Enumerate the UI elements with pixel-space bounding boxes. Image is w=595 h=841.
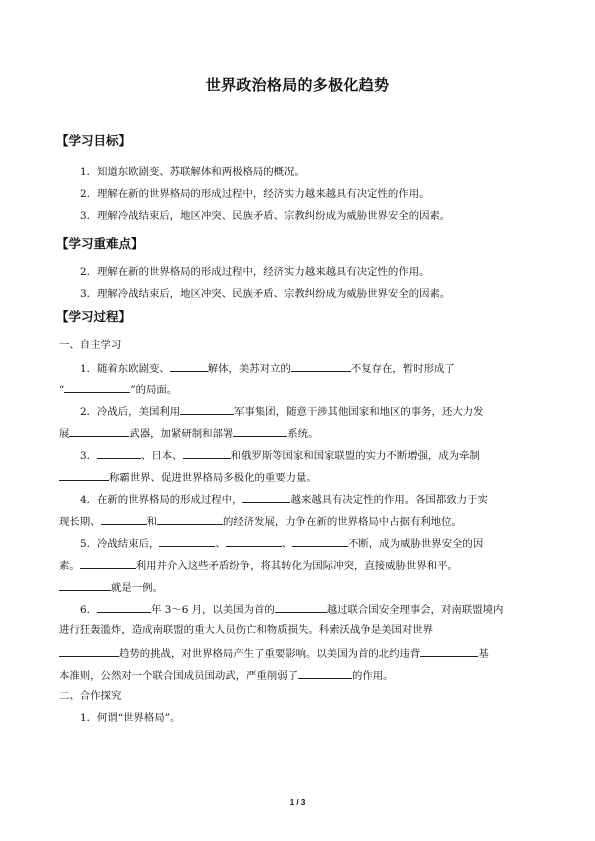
- blank[interactable]: [97, 447, 141, 459]
- question-4-line: 4．在新的世界格局的形成过程中， 越来越具有决定性的作用。各国都致力于实: [80, 491, 488, 507]
- blank[interactable]: [170, 360, 208, 372]
- blank[interactable]: [242, 491, 290, 503]
- blank[interactable]: [298, 667, 352, 679]
- section-heading-goals: 【学习目标】: [56, 133, 132, 148]
- question-1-line: 1．随着东欧剧变、 解体，美苏对立的 不复存在，暂时形成了: [80, 360, 455, 376]
- blank[interactable]: [59, 645, 119, 657]
- section-heading-key-points: 【学习重难点】: [56, 236, 144, 251]
- question-5-line: 就是一例。: [59, 579, 163, 595]
- blank[interactable]: [157, 513, 223, 525]
- blank[interactable]: [80, 557, 136, 569]
- blank[interactable]: [291, 360, 351, 372]
- blank[interactable]: [420, 645, 478, 657]
- blank[interactable]: [59, 579, 111, 591]
- subsection-heading: 一、自主学习: [59, 339, 122, 351]
- blank[interactable]: [64, 381, 130, 393]
- blank[interactable]: [69, 425, 129, 437]
- blank[interactable]: [101, 513, 147, 525]
- blank[interactable]: [292, 535, 348, 547]
- blank[interactable]: [233, 425, 287, 437]
- blank[interactable]: [183, 447, 231, 459]
- goal-item: 1．知道东欧剧变、苏联解体和两极格局的概况。: [80, 166, 305, 178]
- question-2-line: 2．冷战后，美国利用 军事集团，随意干涉其他国家和地区的事务，还大力发: [80, 403, 484, 419]
- question-6-line: 趋势的挑战，对世界格局产生了重要影响。以美国为首的北约违背 基: [59, 645, 489, 661]
- page-title: 世界政治格局的多极化趋势: [205, 76, 390, 94]
- blank[interactable]: [180, 403, 234, 415]
- subsection-heading: 二、合作探究: [59, 690, 122, 702]
- question-1-line: “ ”的局面。: [59, 381, 177, 397]
- page-number: 1 / 3: [289, 798, 306, 807]
- blank[interactable]: [275, 601, 327, 613]
- question-5-line: 素。 利用并介入这些矛盾纷争，将其转化为国际冲突，直接威胁世界和平。: [59, 557, 458, 573]
- question-item: 1．何谓“世界格局”。: [80, 712, 181, 724]
- question-6-line: 本准则，公然对一个联合国成员国动武，严重削弱了 的作用。: [59, 667, 394, 683]
- question-5-line: 5．冷战结束后， 、 、 不断，成为威胁世界安全的因: [80, 535, 483, 551]
- blank[interactable]: [59, 469, 109, 481]
- question-2-line: 展 武器，加紧研制和部署 系统。: [59, 425, 318, 441]
- blank[interactable]: [97, 601, 151, 613]
- question-3-line: 称霸世界、促进世界格局多极化的重要力量。: [59, 469, 317, 485]
- section-heading-process: 【学习过程】: [56, 309, 132, 324]
- key-point-item: 2．理解在新的世界格局的形成过程中，经济实力越来越具有决定性的作用。: [80, 266, 430, 278]
- goal-item: 2．理解在新的世界格局的形成过程中，经济实力越来越具有决定性的作用。: [80, 188, 430, 200]
- key-point-item: 3．理解冷战结束后，地区冲突、民族矛盾、宗教纠纷成为威胁世界安全的因素。: [80, 288, 451, 300]
- question-6-line: 6． 年 3～6 月，以美国为首的 越过联合国安全理事会，对南联盟境内: [80, 601, 503, 617]
- goal-item: 3．理解冷战结束后，地区冲突、民族矛盾、宗教纠纷成为威胁世界安全的因素。: [80, 210, 451, 222]
- question-3-line: 3． 、日本、 和俄罗斯等国家和国家联盟的实力不断增强，成为牵制: [80, 447, 480, 463]
- question-4-line: 现长期、 和 的经济发展，力争在新的世界格局中占据有利地位。: [59, 513, 462, 529]
- blank[interactable]: [159, 535, 215, 547]
- question-6-line: 进行狂轰滥炸，造成南联盟的重大人员伤亡和物质损失。科索沃战争是美国对世界: [59, 624, 434, 636]
- blank[interactable]: [226, 535, 282, 547]
